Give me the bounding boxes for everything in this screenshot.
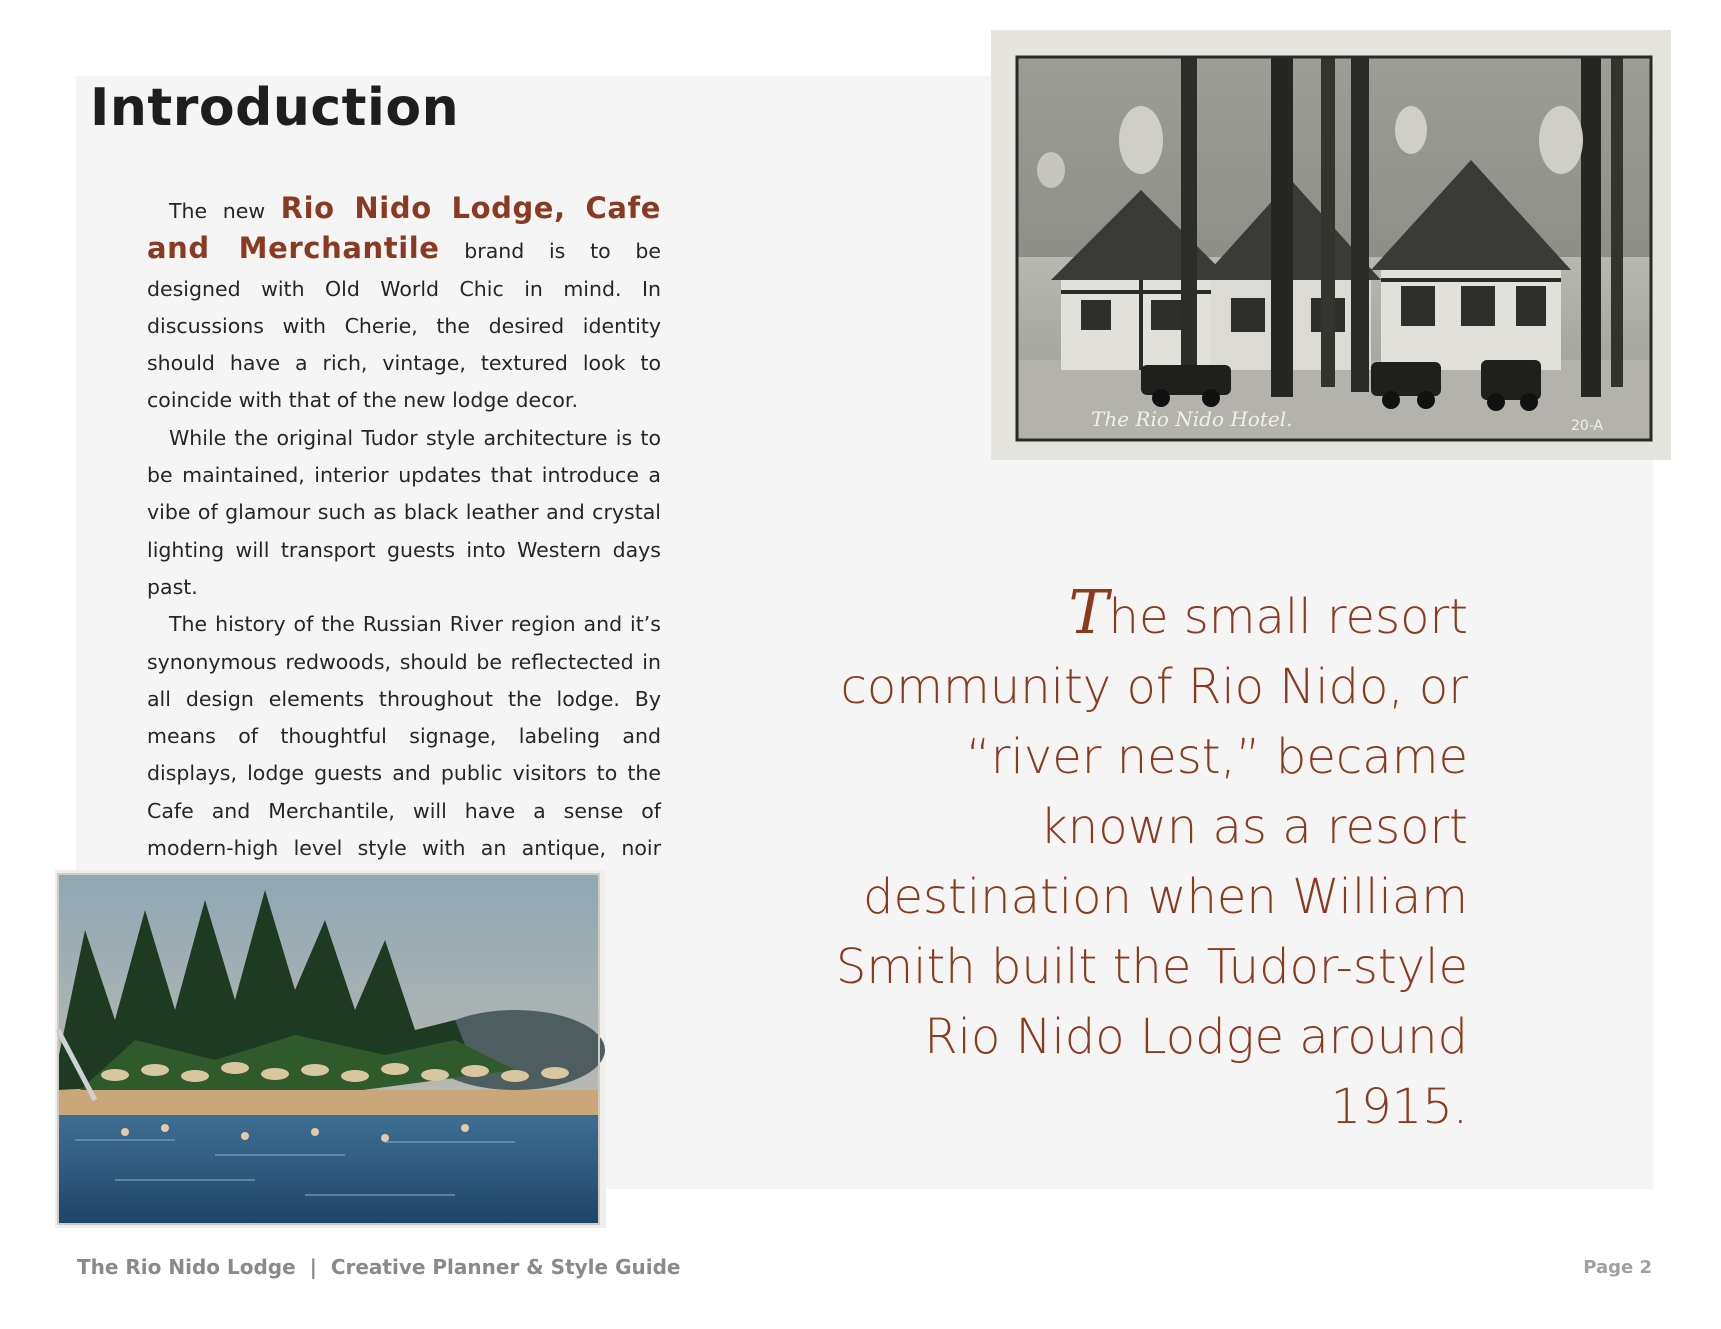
hotel-caption: The Rio Nido Hotel. xyxy=(1091,407,1293,431)
intro-lead: The new xyxy=(169,199,281,223)
page-title: Introduction xyxy=(90,78,460,138)
intro-text xyxy=(147,190,661,905)
pull-quote xyxy=(800,578,1468,1142)
quote-initial: T xyxy=(1068,578,1109,648)
intro-paragraph-1 xyxy=(147,190,661,420)
hotel-photo xyxy=(991,30,1671,460)
intro-paragraph-2: While the original Tudor style architecture is to be maintained, interior updates that introduce a vibe of glamour such as black leather and crystal lighting will transport guests into Western days past. xyxy=(147,425,661,599)
intro-paragraph-3: The history of the Russian River region and it’s synonymous redwoods, should be reflectected in all design elements throughout the lodge. By means of thoughtful signage, labeling and displays, lodge guests and public visitors to the Cafe and Merchantile, will have a sense of modern-high level style with an antique, noir xyxy=(147,612,661,861)
page-number: Page 2 xyxy=(1583,1257,1652,1278)
quote-text: he small resort community of Rio Nido, or “river nest,” became known as a resort destination when William Smith built the Tudor-style Rio Nido Lodge around 1915. xyxy=(835,589,1468,1135)
beach-photo xyxy=(55,870,606,1228)
hotel-number: 20-A xyxy=(1571,418,1604,434)
brand-name: Rio Nido Lodge, Cafe and Merchantile xyxy=(147,191,661,266)
footer-title: The Rio Nido Lodge | Creative Planner & Style Guide xyxy=(77,1255,681,1279)
intro-paragraph-1-rest: brand is to be designed with Old World Chic in mind. In discussions with Cherie, the desired identity should have a rich, vintage, textured look to coincide with that of the new lodge decor. xyxy=(147,239,661,413)
